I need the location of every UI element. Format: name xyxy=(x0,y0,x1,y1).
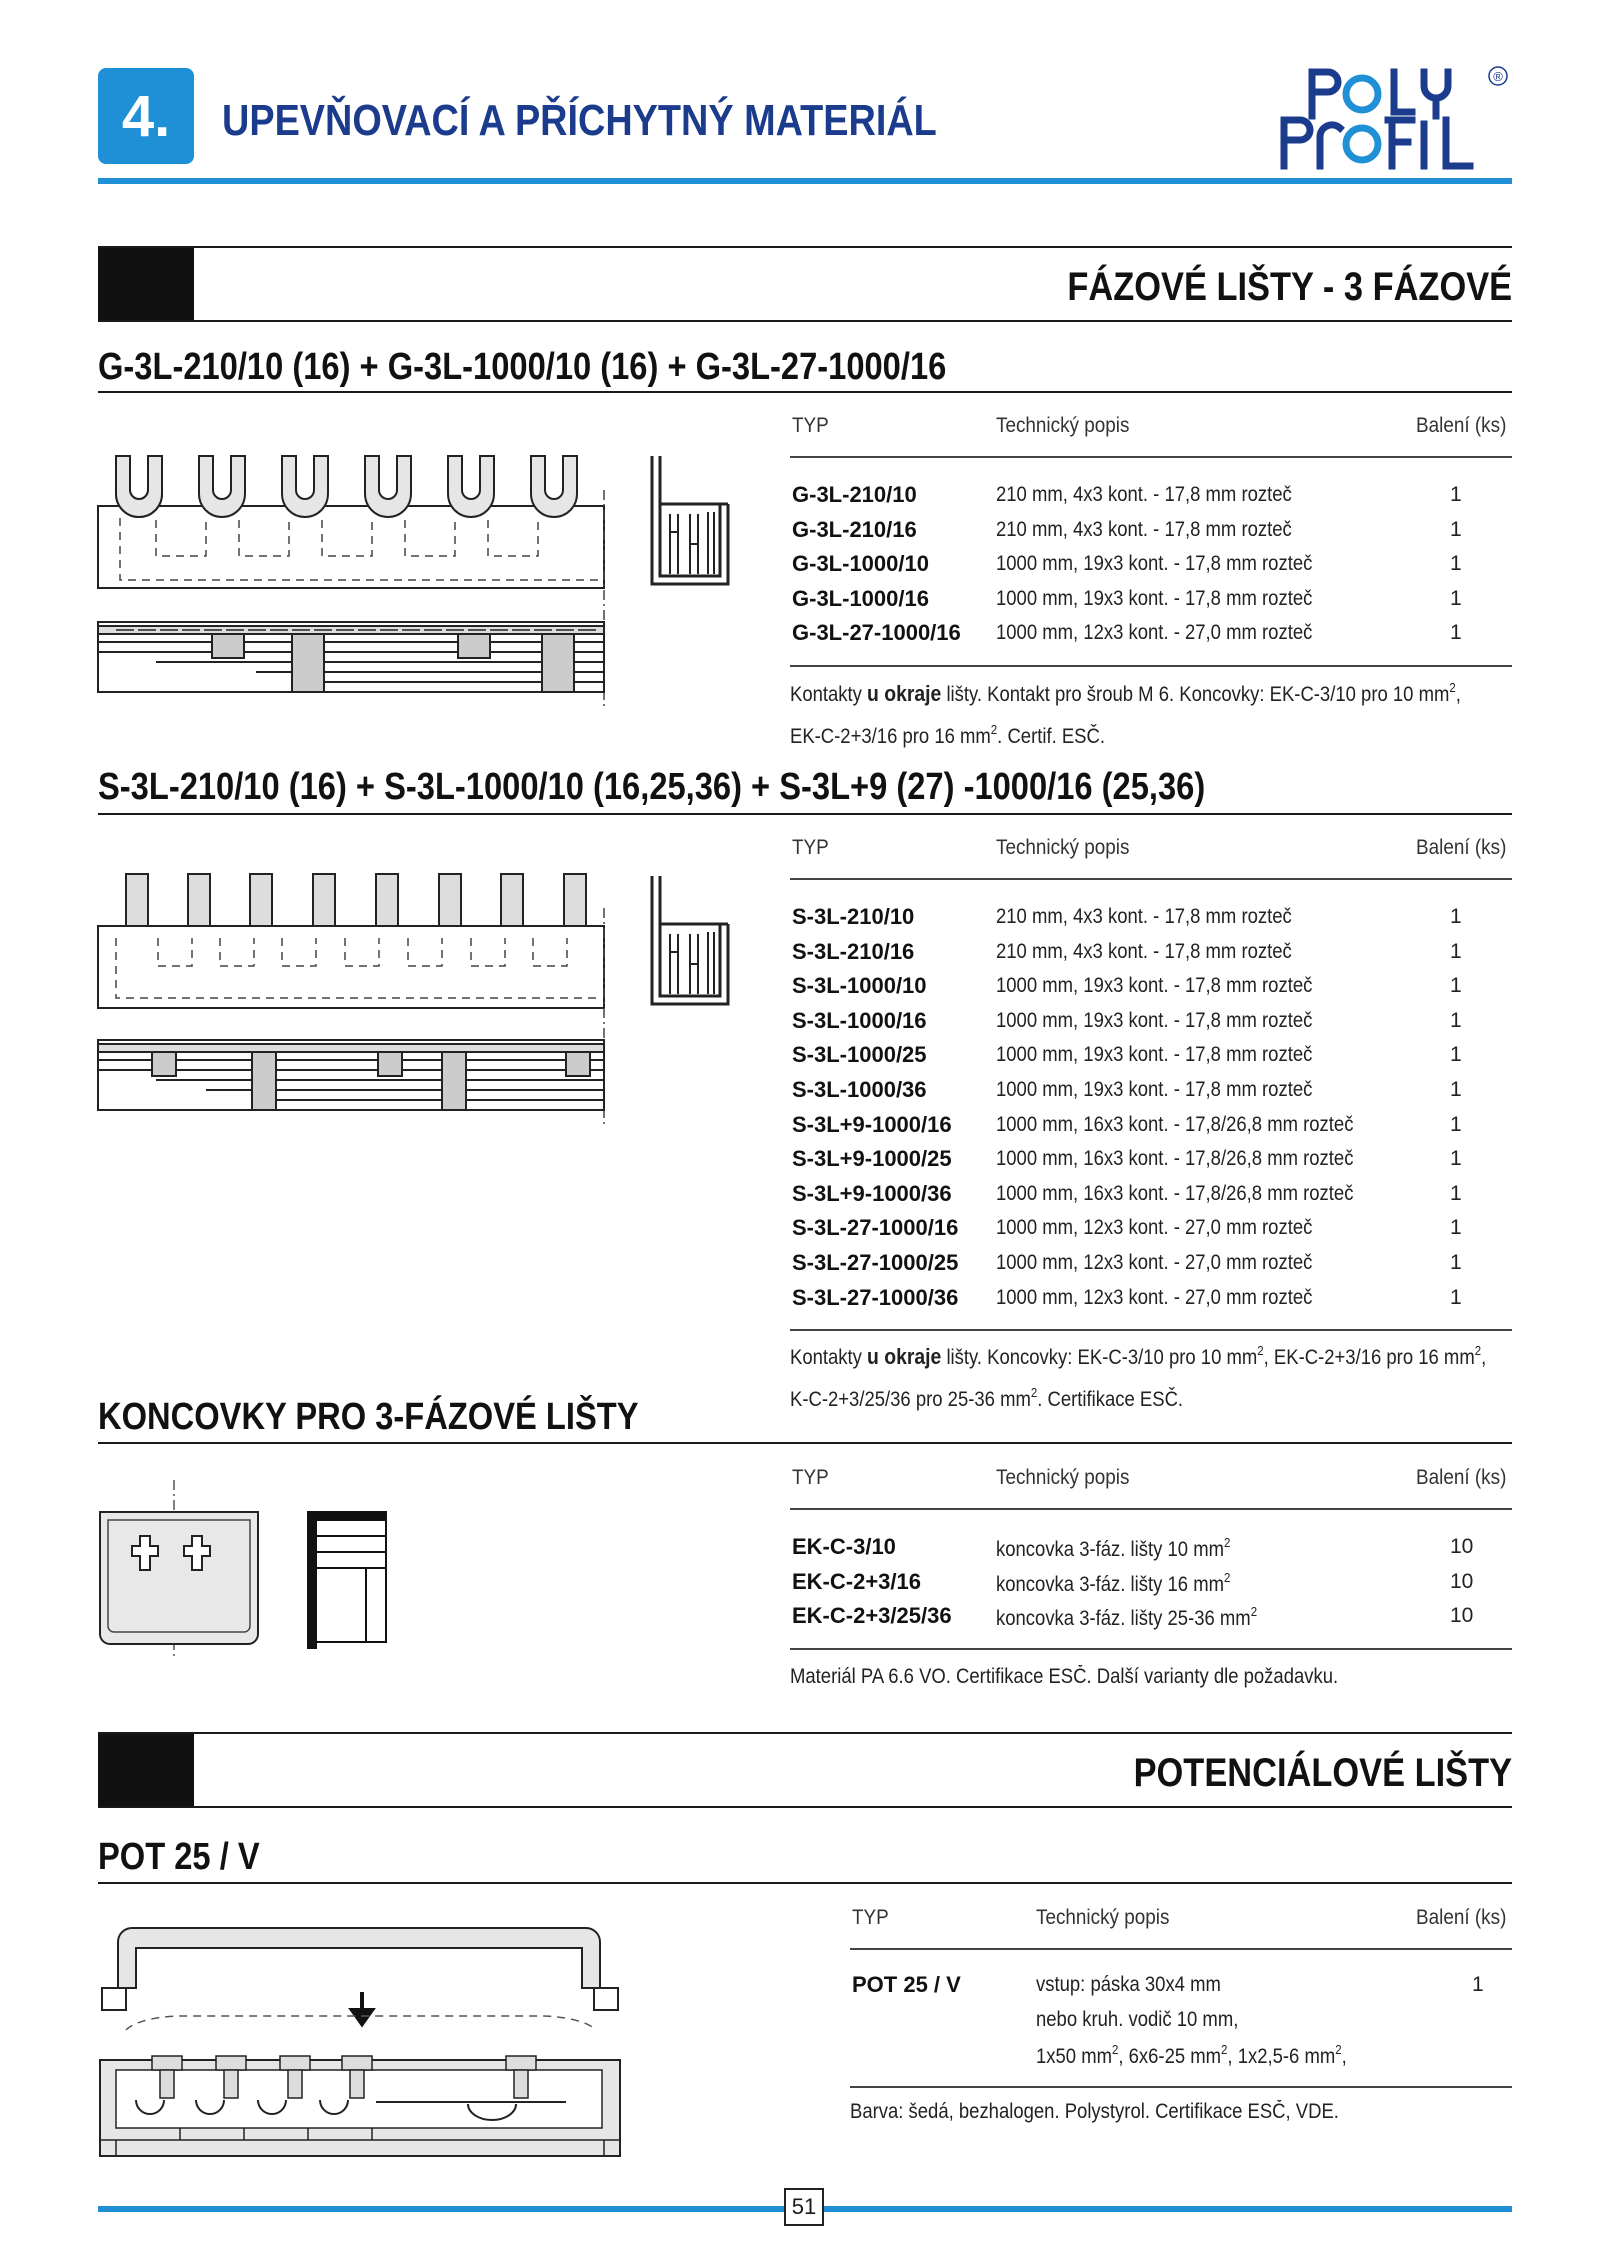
cell-description: koncovka 3-fáz. lišty 10 $mm^2$ xyxy=(996,1535,1231,1561)
cell-type: G-3L-1000/10 xyxy=(792,551,929,577)
cell-qty: 1 xyxy=(1450,1250,1462,1274)
cell-type: S-3L-27-1000/25 xyxy=(792,1249,959,1275)
col-description: Technický popis xyxy=(996,1466,1130,1489)
cell-qty: 1 xyxy=(1450,939,1462,963)
chapter-number-badge: 4. xyxy=(98,68,194,164)
cell-description: koncovka 3-fáz. lišty 25-36 $mm^2$ xyxy=(996,1604,1258,1631)
cell-type: POT 25 / V xyxy=(852,1972,961,1997)
cell-description: 210 mm, 4x3 kont. - 17,8 mm rozteč xyxy=(996,517,1292,541)
cell-description: 1000 mm, 19x3 kont. - 17,8 mm rozteč xyxy=(996,1077,1313,1101)
cell-description: 210 mm, 4x3 kont. - 17,8 mm rozteč xyxy=(996,483,1292,506)
s-group-rule xyxy=(98,813,1512,815)
table-row xyxy=(790,1108,1512,1143)
cell-description: 1000 mm, 12x3 kont. - 27,0 mm rozteč xyxy=(996,1285,1313,1309)
cell-description: vstup: páska 30x4 mm xyxy=(1036,1973,1221,1996)
pot-title: POT 25 / V xyxy=(98,1836,260,1878)
cell-type: S-3L-210/16 xyxy=(792,938,915,964)
cell-qty: 1 xyxy=(1450,1043,1462,1067)
band-block xyxy=(98,1734,194,1806)
cell-description: 1000 mm, 19x3 kont. - 17,8 mm rozteč xyxy=(996,552,1313,576)
table-row xyxy=(790,478,1512,513)
cell-description: 210 mm, 4x3 kont. - 17,8 mm rozteč xyxy=(996,939,1292,963)
pot-note: Barva: šedá, bezhalogen. Polystyrol. Certifikace ESČ, VDE. xyxy=(850,2100,1339,2123)
cell-qty: 1 xyxy=(1450,1008,1462,1032)
endcaps-rule xyxy=(98,1442,1512,1444)
poly-profil-logo xyxy=(1276,64,1516,174)
cell-qty: 1 xyxy=(1450,483,1462,506)
cell-qty: 10 xyxy=(1450,1604,1474,1628)
cell-description: 1000 mm, 16x3 kont. - 17,8/26,8 mm rozteč xyxy=(996,1112,1354,1136)
cell-type: S-3L-1000/10 xyxy=(792,973,927,999)
table-row xyxy=(790,1211,1512,1246)
table-header xyxy=(850,1886,1512,1950)
band-block xyxy=(98,248,194,320)
cell-description: 1000 mm, 16x3 kont. - 17,8/26,8 mm rozteč xyxy=(996,1147,1354,1171)
col-description: Technický popis xyxy=(1036,1906,1170,1929)
cell-description: 1000 mm, 12x3 kont. - 27,0 mm rozteč xyxy=(996,621,1313,645)
cell-description: nebo kruh. vodič 10 mm, xyxy=(1036,2007,1239,2031)
cell-type: G-3L-27-1000/16 xyxy=(792,620,961,646)
cell-type: EK-C-2+3/25/36 xyxy=(792,1603,952,1629)
s-group-note: Kontakty u okraje lišty. Koncovky: EK-C-3/10 pro 10 $mm^2$, EK-C-2+3/16 pro 16 $mm^2$, K-C-2+3/25/36 pro 25-36 $mm^2$. Certifikace ESČ. xyxy=(790,1343,1487,1411)
s-group-title: S-3L-210/10 (16) + S-3L-1000/10 (16,25,36) + S-3L+9 (27) -1000/16 (25,36) xyxy=(98,766,1206,808)
cell-qty: 10 xyxy=(1450,1569,1474,1593)
cell-qty: 1 xyxy=(1450,1147,1462,1171)
table-row xyxy=(790,513,1512,548)
cell-type: S-3L+9-1000/25 xyxy=(792,1146,952,1172)
col-type: TYP xyxy=(792,836,829,859)
g-group-note: Kontakty u okraje lišty. Kontakt pro šroub M 6. Koncovky: EK-C-3/10 pro 10 $mm^2$, EK-C-2+3/16 pro 16 $mm^2$. Certif. ESČ. xyxy=(790,680,1461,748)
table-row xyxy=(850,1968,1512,2003)
col-type: TYP xyxy=(792,414,829,437)
table-row xyxy=(790,1073,1512,1108)
cell-qty: 1 xyxy=(1450,1285,1462,1309)
cell-qty: 1 xyxy=(1450,621,1462,645)
cell-description: 1000 mm, 19x3 kont. - 17,8 mm rozteč xyxy=(996,974,1313,998)
cell-qty: 1 xyxy=(1450,586,1462,610)
cell-qty: 1 xyxy=(1450,552,1462,576)
cell-type: S-3L-210/10 xyxy=(792,904,915,929)
endcap-drawing xyxy=(96,1480,406,1660)
table-row xyxy=(790,1177,1512,1212)
cell-qty: 1 xyxy=(1472,1973,1484,1996)
endcaps-note: Materiál PA 6.6 VO. Certifikace ESČ. Další varianty dle požadavku. xyxy=(790,1665,1339,1688)
cell-description: 210 mm, 4x3 kont. - 17,8 mm rozteč xyxy=(996,905,1292,928)
table-header xyxy=(790,394,1512,458)
cell-qty: 1 xyxy=(1450,517,1462,541)
table-row xyxy=(790,616,1512,651)
cell-description: koncovka 3-fáz. lišty 16 $mm^2$ xyxy=(996,1569,1231,1596)
table-row xyxy=(790,935,1512,970)
footer-rule-right xyxy=(824,2206,1512,2212)
g-profile-section xyxy=(648,454,732,588)
table-header xyxy=(790,816,1512,880)
table-row xyxy=(790,1599,1512,1634)
g-busbar-drawing xyxy=(96,450,616,710)
table-row xyxy=(790,1038,1512,1073)
cell-type: S-3L-27-1000/16 xyxy=(792,1215,959,1241)
cell-type: S-3L-1000/16 xyxy=(792,1007,927,1033)
chapter-title: UPEVŇOVACÍ A PŘÍCHYTNÝ MATERIÁL xyxy=(222,96,937,145)
registered-mark: ® xyxy=(1493,69,1503,84)
cell-type: EK-C-3/10 xyxy=(792,1534,896,1559)
cell-type: S-3L+9-1000/16 xyxy=(792,1111,952,1137)
table-row xyxy=(790,547,1512,582)
pot-drawing xyxy=(96,1920,636,2170)
page-number: 51 xyxy=(784,2188,824,2226)
cell-type: EK-C-2+3/16 xyxy=(792,1568,922,1594)
cell-description: 1000 mm, 19x3 kont. - 17,8 mm rozteč xyxy=(996,1008,1313,1032)
col-description: Technický popis xyxy=(996,836,1130,859)
endcaps-table xyxy=(790,1446,1512,1650)
table-row xyxy=(790,1004,1512,1039)
cell-type: G-3L-1000/16 xyxy=(792,585,929,611)
table-row xyxy=(790,900,1512,935)
section-band-phase-bars xyxy=(98,246,1512,322)
table-body xyxy=(790,458,1512,667)
s-busbar-drawing xyxy=(96,868,616,1128)
table-body xyxy=(850,1950,1512,2088)
table-row xyxy=(790,969,1512,1004)
cell-qty: 1 xyxy=(1450,905,1462,928)
cell-qty: 1 xyxy=(1450,1077,1462,1101)
header-rule xyxy=(98,178,1512,184)
section-title: POTENCIÁLOVÉ LIŠTY xyxy=(1133,1751,1512,1795)
g-product-table xyxy=(790,394,1512,667)
cell-qty: 1 xyxy=(1450,974,1462,998)
cell-description: 1000 mm, 19x3 kont. - 17,8 mm rozteč xyxy=(996,586,1313,610)
cell-type: G-3L-210/16 xyxy=(792,516,917,542)
cell-type: S-3L-1000/25 xyxy=(792,1042,927,1068)
cell-type: G-3L-210/10 xyxy=(792,482,917,507)
cell-description: 1000 mm, 19x3 kont. - 17,8 mm rozteč xyxy=(996,1043,1313,1067)
s-profile-section xyxy=(648,874,732,1008)
table-row xyxy=(790,582,1512,617)
cell-type: S-3L-1000/36 xyxy=(792,1076,927,1102)
col-type: TYP xyxy=(852,1906,889,1929)
cell-type: S-3L+9-1000/36 xyxy=(792,1180,952,1206)
cell-qty: 1 xyxy=(1450,1181,1462,1205)
cell-description: 1000 mm, 12x3 kont. - 27,0 mm rozteč xyxy=(996,1216,1313,1240)
col-package: Balení (ks) xyxy=(1415,414,1506,437)
footer-rule-left xyxy=(98,2206,784,2212)
table-header xyxy=(790,1446,1512,1510)
table-row xyxy=(790,1142,1512,1177)
table-row xyxy=(790,1246,1512,1281)
col-package: Balení (ks) xyxy=(1415,1906,1506,1929)
table-body xyxy=(790,1510,1512,1650)
g-group-title: G-3L-210/10 (16) + G-3L-1000/10 (16) + G-3L-27-1000/16 xyxy=(98,346,947,388)
col-package: Balení (ks) xyxy=(1415,1466,1506,1489)
section-band-potential-bars xyxy=(98,1732,1512,1808)
col-type: TYP xyxy=(792,1466,829,1489)
cell-qty: 1 xyxy=(1450,1112,1462,1136)
col-package: Balení (ks) xyxy=(1415,836,1506,859)
table-row xyxy=(790,1281,1512,1316)
col-description: Technický popis xyxy=(996,414,1130,437)
section-title: FÁZOVÉ LIŠTY - 3 FÁZOVÉ xyxy=(1067,265,1512,309)
endcaps-title: KONCOVKY PRO 3-FÁZOVÉ LIŠTY xyxy=(98,1396,639,1438)
cell-qty: 10 xyxy=(1450,1535,1474,1558)
g-group-rule xyxy=(98,391,1512,393)
table-row xyxy=(850,2037,1512,2072)
table-body xyxy=(790,880,1512,1331)
cell-qty: 1 xyxy=(1450,1216,1462,1240)
table-row xyxy=(790,1530,1512,1565)
cell-description: 1000 mm, 12x3 kont. - 27,0 mm rozteč xyxy=(996,1250,1313,1274)
table-row xyxy=(790,1565,1512,1600)
pot-table xyxy=(850,1886,1512,2088)
s-product-table xyxy=(790,816,1512,1331)
table-row xyxy=(850,2003,1512,2038)
cell-type: S-3L-27-1000/36 xyxy=(792,1284,959,1310)
cell-description: 1000 mm, 16x3 kont. - 17,8/26,8 mm rozteč xyxy=(996,1181,1354,1205)
cell-description: 1x50 $mm^2$, 6x6-25 $mm^2$, 1x2,5-6 $mm^2$, xyxy=(1036,2042,1347,2069)
pot-rule xyxy=(98,1882,1512,1884)
